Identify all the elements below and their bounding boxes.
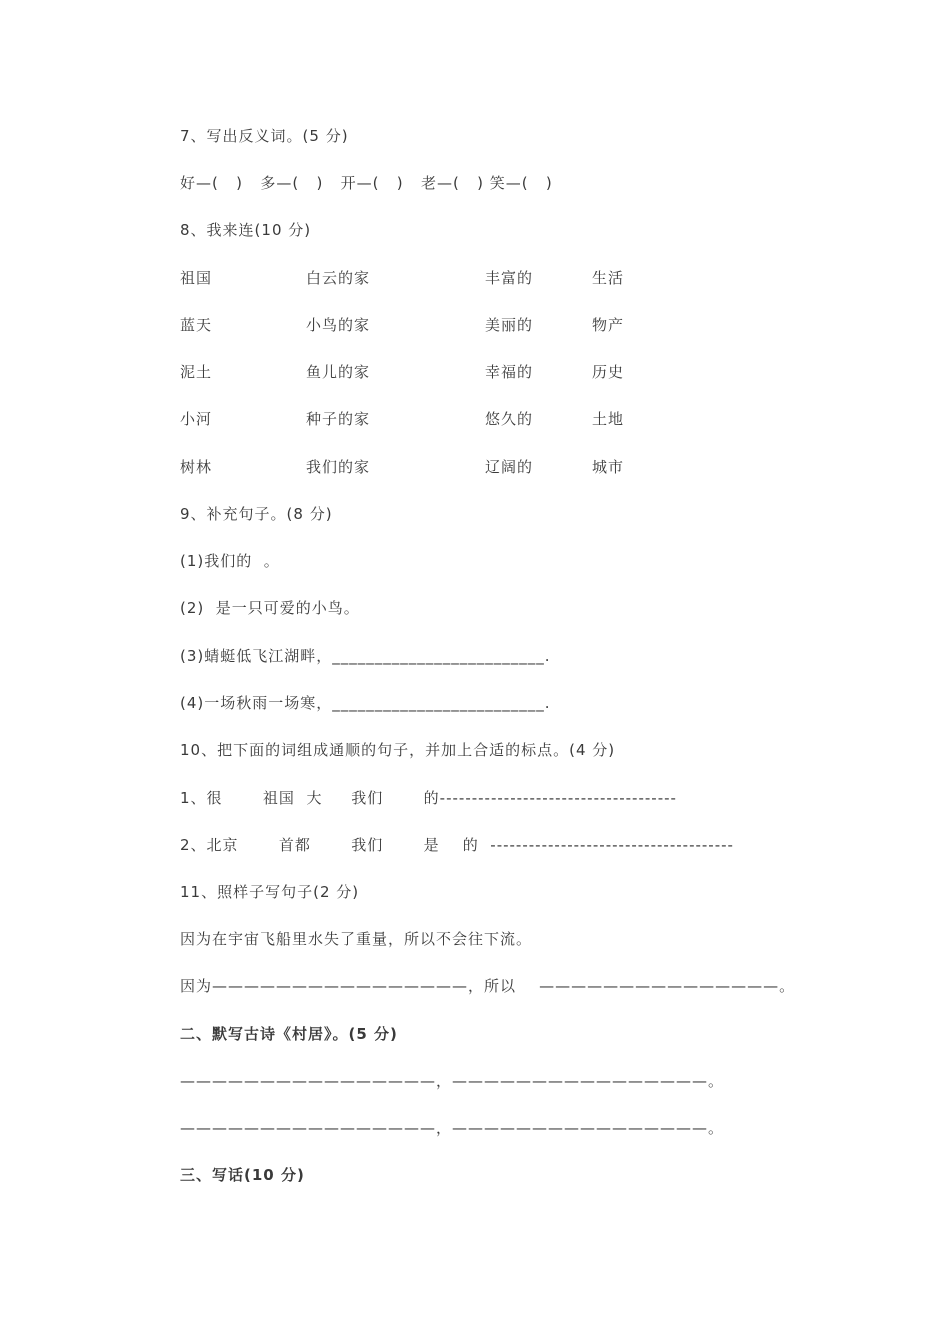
q7-title: 7、写出反义词。(5 分) <box>180 127 349 145</box>
q8-col1-cell: 蓝天 <box>180 316 213 334</box>
q8-col3-cell: 丰富的 <box>485 269 534 287</box>
q8-col3-cell: 美丽的 <box>485 316 534 334</box>
q8-col4-cell: 历史 <box>592 363 625 381</box>
q8-col1-cell: 祖国 <box>180 269 213 287</box>
q8-col2-cell: 白云的家 <box>306 269 371 287</box>
q7-items: 好—( ) 多—( ) 开—( ) 老—( ) 笑—( ) <box>180 174 553 192</box>
q8-col4-cell: 物产 <box>592 316 625 334</box>
q8-col1-cell: 泥土 <box>180 363 213 381</box>
q8-col4-cell: 城市 <box>592 458 625 476</box>
q9-sentence-1: (1)我们的 。 <box>180 552 280 570</box>
q8-col3-cell: 悠久的 <box>485 410 534 428</box>
q8-title: 8、我来连(10 分) <box>180 221 312 239</box>
q9-sentence-3: (3)蜻蜓低飞江湖畔，_________________________. <box>180 647 551 665</box>
q10-sentence-2: 2、北京 首都 我们 是 的 -------------------------------------- <box>180 836 734 854</box>
q11-title: 11、照样子写句子(2 分) <box>180 883 360 901</box>
section-3-title: 三、写话(10 分) <box>180 1166 305 1184</box>
q11-example: 因为在宇宙飞船里水失了重量，所以不会往下流。 <box>180 930 533 948</box>
q11-blank: 因为————————————————，所以 ———————————————。 <box>180 977 796 995</box>
q8-col2-cell: 种子的家 <box>306 410 371 428</box>
q9-title: 9、补充句子。(8 分) <box>180 505 333 523</box>
q8-col3-cell: 辽阔的 <box>485 458 534 476</box>
q8-col1-cell: 小河 <box>180 410 213 428</box>
poem-line-2: ————————————————，————————————————。 <box>180 1119 725 1137</box>
section-2-title: 二、默写古诗《村居》。(5 分) <box>180 1025 398 1043</box>
q9-sentence-2: (2) 是一只可爱的小鸟。 <box>180 599 360 617</box>
q8-col3-cell: 幸福的 <box>485 363 534 381</box>
q8-col2-cell: 小鸟的家 <box>306 316 371 334</box>
q10-title: 10、把下面的词组成通顺的句子，并加上合适的标点。(4 分) <box>180 741 616 759</box>
q8-col4-cell: 生活 <box>592 269 625 287</box>
q9-sentence-4: (4)一场秋雨一场寒，_________________________. <box>180 694 551 712</box>
poem-line-1: ————————————————，————————————————。 <box>180 1072 725 1090</box>
q8-col4-cell: 土地 <box>592 410 625 428</box>
q8-col1-cell: 树林 <box>180 458 213 476</box>
q10-sentence-1: 1、很 祖国 大 我们 的------------------------------------- <box>180 789 677 807</box>
q8-col2-cell: 鱼儿的家 <box>306 363 371 381</box>
q8-col2-cell: 我们的家 <box>306 458 371 476</box>
